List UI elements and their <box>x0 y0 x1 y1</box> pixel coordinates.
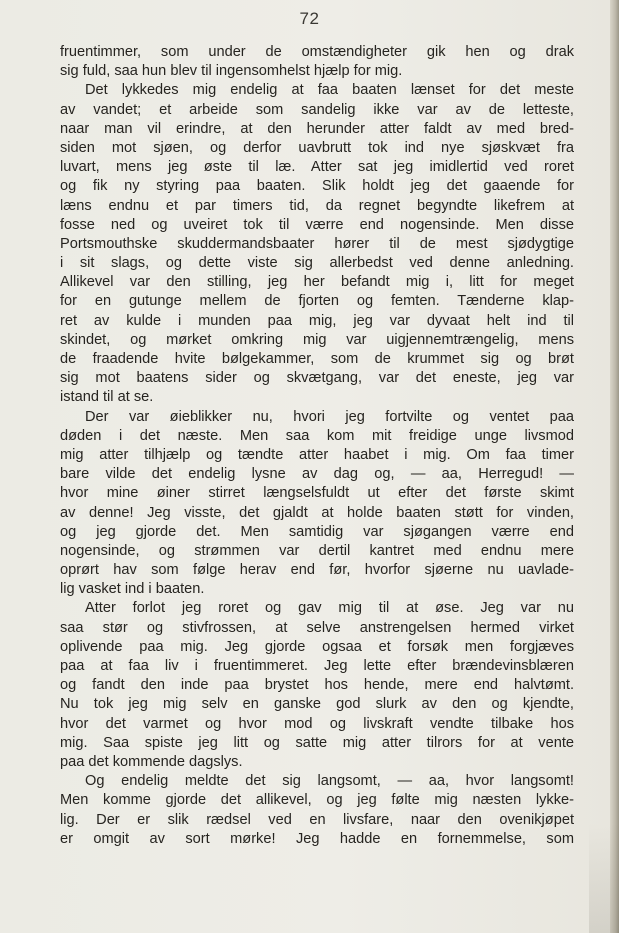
text-line: mig. Saa spiste jeg litt og satte mig atter tilrors for at vente <box>60 734 574 751</box>
page-edge <box>610 0 619 933</box>
text-line: Det lykkedes mig endelig at faa baaten lænset for det meste <box>85 82 574 99</box>
page-number: 72 <box>299 9 320 28</box>
text-line: de fraadende hvite bølgekammer, som de krummet sig og brøt <box>60 351 574 367</box>
text-line: Der var øieblikker nu, hvori jeg fortvilte og ventet paa <box>85 408 574 425</box>
text-line: fruentimmer, som under de omstændigheter gik hen og drak <box>60 44 574 60</box>
text-line: Atter forlot jeg roret og gav mig til at øse. Jeg var nu <box>85 600 574 617</box>
text-line: paa det kommende dagslys. <box>60 753 243 770</box>
text-line: døden i det næste. Men saa kom mit freidige unge livsmod <box>60 427 574 444</box>
text-line: paa at faa liv i fruentimmeret. Jeg lette efter brændevinsblæren <box>60 658 574 674</box>
text-line: oplivende paa mig. Jeg gjorde ogsaa et forsøk men forgjæves <box>60 638 574 655</box>
text-line: i sit slags, og dette viste sig allerbedst ved denne anledning. <box>60 255 574 272</box>
text-line: Men komme gjorde det allikevel, og jeg følte mig næsten lykke- <box>60 792 574 809</box>
text-line: for en gutunge mellem de fjorten og femten. Tænderne klap- <box>60 293 574 310</box>
text-line: Portsmouthske skuddermandsbaater hører til de mest sjødygtige <box>60 235 574 252</box>
text-line: av vandet; et arbeide som sandelig ikke var av de letteste, <box>60 101 574 118</box>
text-line: saa stør og stivfrossen, at selve anstrengelsen hermed virket <box>60 619 574 636</box>
text-line: oprørt hav som følge herav end før, hvorfor sjøerne nu uavlade- <box>60 562 574 579</box>
text-line: hvor det varmet og hvor mod og livskraft vendte tilbake hos <box>60 715 574 732</box>
text-line: Nu tok jeg mig selv en ganske god slurk av den og kjendte, <box>60 696 574 713</box>
text-line: fosse ned og uveiret tok til værre end nogensinde. Men disse <box>60 216 574 233</box>
text-line: læns endnu et par timers tid, da regnet begyndte likefrem at <box>60 197 574 214</box>
text-line: og jeg gjorde det. Men samtidig var sjøgangen værre end <box>60 523 574 540</box>
text-line: skindet, og mørket omkring mig var uigjennemtrængelig, mens <box>60 331 574 348</box>
text-line: lig. Der er slik rædsel ved en livsfare, naar den ovenikjøpet <box>60 811 574 828</box>
text-line: Og endelig meldte det sig langsomt, — aa, hvor langsomt! <box>85 773 574 790</box>
text-line: nogensinde, og strømmen var dertil kantret med endnu mere <box>60 542 574 559</box>
text-line: og fandt den inde paa brystet hos hende, mere end halvtømt. <box>60 677 574 694</box>
text-line: og fik ny styring paa baaten. Slik holdt jeg det gaaende for <box>60 178 574 195</box>
text-line: istand til at se. <box>60 389 154 406</box>
text-line: siden mot sjøen, og derfor uavbrutt tok ind nye sjøskvæt fra <box>60 139 574 156</box>
text-line: hvor mine øiner stirret længselsfuldt ut efter det første skimt <box>60 485 574 502</box>
text-line: av denne! Jeg visste, det gjaldt at holde baaten støtt for vinden, <box>60 504 574 521</box>
text-line: sig mot baatens sider og skvætgang, var det eneste, jeg var <box>60 370 574 387</box>
body-text <box>60 43 574 849</box>
page-shadow <box>589 823 619 933</box>
text-line: luvart, mens jeg øste til læ. Atter sat jeg imidlertid ved roret <box>60 159 574 176</box>
text-line: er omgit av sort mørke! Jeg hadde en fornemmelse, som <box>60 830 574 847</box>
text-line: lig vasket ind i baaten. <box>60 581 205 598</box>
text-line: mig atter tilhjælp og tændte atter haabet i mig. Om faa timer <box>60 446 574 463</box>
text-line: naar man vil erindre, at den herunder atter faldt av med bred- <box>60 120 574 137</box>
text-line: ret av kulde i munden paa mig, jeg var dyvaat helt ind til <box>60 312 574 329</box>
text-line: sig fuld, saa hun blev til ingensomhelst hjælp for mig. <box>60 63 403 80</box>
text-line: bare vilde det endelig lysne av dag og, — aa, Herregud! — <box>60 466 574 483</box>
text-line: Allikevel var den stilling, jeg her befandt mig i, litt for meget <box>60 274 574 291</box>
